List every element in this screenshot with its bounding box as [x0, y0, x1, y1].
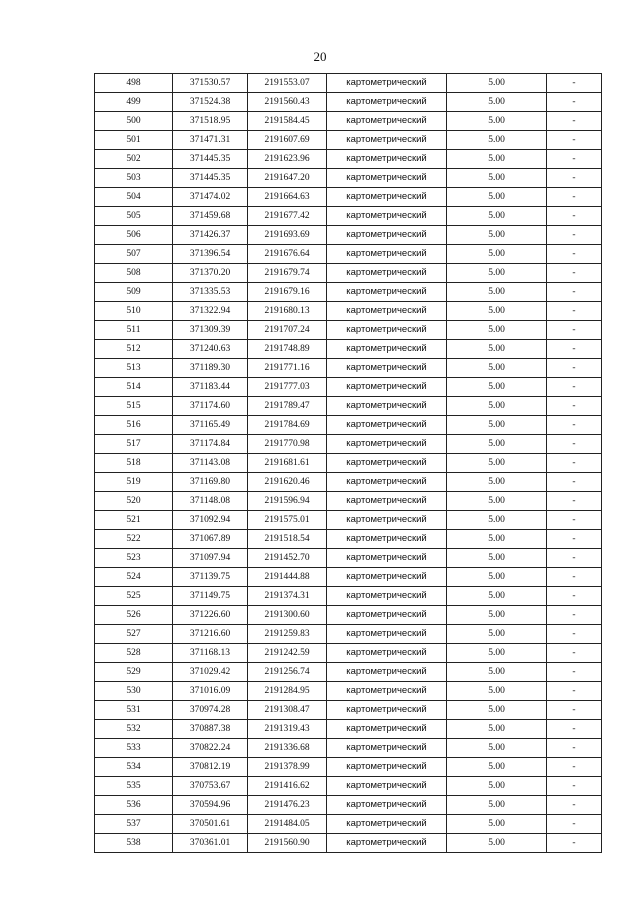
- x-coordinate-cell: 371524.38: [173, 93, 248, 112]
- accuracy-cell: 5.00: [447, 682, 547, 701]
- y-coordinate-cell: 2191777.03: [248, 378, 327, 397]
- table-row: [95, 530, 602, 549]
- table-row: [95, 701, 602, 720]
- point-number-cell: 501: [95, 131, 173, 150]
- accuracy-cell: 5.00: [447, 549, 547, 568]
- y-coordinate-cell: 2191623.96: [248, 150, 327, 169]
- x-coordinate-cell: 371149.75: [173, 587, 248, 606]
- method-cell: картометрический: [327, 435, 447, 454]
- description-cell: -: [547, 473, 602, 492]
- x-coordinate-cell: 370501.61: [173, 815, 248, 834]
- point-number-cell: 518: [95, 454, 173, 473]
- point-number-cell: 525: [95, 587, 173, 606]
- x-coordinate-cell: 371309.39: [173, 321, 248, 340]
- table-row: [95, 758, 602, 777]
- point-number-cell: 538: [95, 834, 173, 853]
- y-coordinate-cell: 2191336.68: [248, 739, 327, 758]
- y-coordinate-cell: 2191707.24: [248, 321, 327, 340]
- method-cell: картометрический: [327, 340, 447, 359]
- description-cell: -: [547, 644, 602, 663]
- y-coordinate-cell: 2191596.94: [248, 492, 327, 511]
- description-cell: -: [547, 188, 602, 207]
- point-number-cell: 528: [95, 644, 173, 663]
- description-cell: -: [547, 397, 602, 416]
- table-row: [95, 245, 602, 264]
- y-coordinate-cell: 2191664.63: [248, 188, 327, 207]
- description-cell: -: [547, 530, 602, 549]
- y-coordinate-cell: 2191680.13: [248, 302, 327, 321]
- table-row: [95, 568, 602, 587]
- accuracy-cell: 5.00: [447, 397, 547, 416]
- point-number-cell: 508: [95, 264, 173, 283]
- x-coordinate-cell: 370822.24: [173, 739, 248, 758]
- method-cell: картометрический: [327, 188, 447, 207]
- table-row: [95, 302, 602, 321]
- x-coordinate-cell: 371183.44: [173, 378, 248, 397]
- page-number: 20: [313, 49, 327, 64]
- table-row: [95, 169, 602, 188]
- y-coordinate-cell: 2191575.01: [248, 511, 327, 530]
- method-cell: картометрический: [327, 834, 447, 853]
- y-coordinate-cell: 2191679.74: [248, 264, 327, 283]
- x-coordinate-cell: 371143.08: [173, 454, 248, 473]
- x-coordinate-cell: 370361.01: [173, 834, 248, 853]
- table-row: [95, 606, 602, 625]
- description-cell: -: [547, 283, 602, 302]
- x-coordinate-cell: 371092.94: [173, 511, 248, 530]
- x-coordinate-cell: 371445.35: [173, 169, 248, 188]
- y-coordinate-cell: 2191308.47: [248, 701, 327, 720]
- x-coordinate-cell: 371169.80: [173, 473, 248, 492]
- accuracy-cell: 5.00: [447, 530, 547, 549]
- accuracy-cell: 5.00: [447, 321, 547, 340]
- y-coordinate-cell: 2191748.89: [248, 340, 327, 359]
- accuracy-cell: 5.00: [447, 302, 547, 321]
- y-coordinate-cell: 2191374.31: [248, 587, 327, 606]
- accuracy-cell: 5.00: [447, 568, 547, 587]
- x-coordinate-cell: 371445.35: [173, 150, 248, 169]
- x-coordinate-cell: 370753.67: [173, 777, 248, 796]
- accuracy-cell: 5.00: [447, 777, 547, 796]
- accuracy-cell: 5.00: [447, 93, 547, 112]
- x-coordinate-cell: 371459.68: [173, 207, 248, 226]
- method-cell: картометрический: [327, 397, 447, 416]
- y-coordinate-cell: 2191584.45: [248, 112, 327, 131]
- method-cell: картометрический: [327, 245, 447, 264]
- x-coordinate-cell: 371148.08: [173, 492, 248, 511]
- point-number-cell: 531: [95, 701, 173, 720]
- description-cell: -: [547, 511, 602, 530]
- method-cell: картометрический: [327, 283, 447, 302]
- table-row: [95, 587, 602, 606]
- description-cell: -: [547, 112, 602, 131]
- point-number-cell: 522: [95, 530, 173, 549]
- y-coordinate-cell: 2191693.69: [248, 226, 327, 245]
- point-number-cell: 537: [95, 815, 173, 834]
- description-cell: -: [547, 131, 602, 150]
- y-coordinate-cell: 2191647.20: [248, 169, 327, 188]
- accuracy-cell: 5.00: [447, 226, 547, 245]
- method-cell: картометрический: [327, 321, 447, 340]
- method-cell: картометрический: [327, 644, 447, 663]
- table-row: [95, 834, 602, 853]
- table-row: [95, 777, 602, 796]
- x-coordinate-cell: 371174.60: [173, 397, 248, 416]
- y-coordinate-cell: 2191416.62: [248, 777, 327, 796]
- description-cell: -: [547, 321, 602, 340]
- method-cell: картометрический: [327, 777, 447, 796]
- table-row: [95, 720, 602, 739]
- y-coordinate-cell: 2191284.95: [248, 682, 327, 701]
- table-row: [95, 644, 602, 663]
- accuracy-cell: 5.00: [447, 492, 547, 511]
- y-coordinate-cell: 2191560.43: [248, 93, 327, 112]
- table-row: [95, 397, 602, 416]
- y-coordinate-cell: 2191676.64: [248, 245, 327, 264]
- table-row: [95, 435, 602, 454]
- method-cell: картометрический: [327, 663, 447, 682]
- point-number-cell: 507: [95, 245, 173, 264]
- y-coordinate-cell: 2191771.16: [248, 359, 327, 378]
- accuracy-cell: 5.00: [447, 264, 547, 283]
- method-cell: картометрический: [327, 378, 447, 397]
- method-cell: картометрический: [327, 511, 447, 530]
- method-cell: картометрический: [327, 454, 447, 473]
- method-cell: картометрический: [327, 625, 447, 644]
- y-coordinate-cell: 2191242.59: [248, 644, 327, 663]
- x-coordinate-cell: 371174.84: [173, 435, 248, 454]
- method-cell: картометрический: [327, 720, 447, 739]
- method-cell: картометрический: [327, 112, 447, 131]
- point-number-cell: 523: [95, 549, 173, 568]
- table-row: [95, 74, 602, 93]
- description-cell: -: [547, 625, 602, 644]
- method-cell: картометрический: [327, 169, 447, 188]
- y-coordinate-cell: 2191484.05: [248, 815, 327, 834]
- description-cell: -: [547, 245, 602, 264]
- table-row: [95, 359, 602, 378]
- coordinates-table-body: [95, 74, 602, 853]
- table-row: [95, 454, 602, 473]
- y-coordinate-cell: 2191319.43: [248, 720, 327, 739]
- accuracy-cell: 5.00: [447, 150, 547, 169]
- method-cell: картометрический: [327, 701, 447, 720]
- point-number-cell: 517: [95, 435, 173, 454]
- x-coordinate-cell: 371097.94: [173, 549, 248, 568]
- method-cell: картометрический: [327, 815, 447, 834]
- x-coordinate-cell: 371471.31: [173, 131, 248, 150]
- method-cell: картометрический: [327, 606, 447, 625]
- accuracy-cell: 5.00: [447, 511, 547, 530]
- method-cell: картометрический: [327, 131, 447, 150]
- table-row: [95, 340, 602, 359]
- method-cell: картометрический: [327, 74, 447, 93]
- description-cell: -: [547, 758, 602, 777]
- y-coordinate-cell: 2191681.61: [248, 454, 327, 473]
- y-coordinate-cell: 2191259.83: [248, 625, 327, 644]
- table-row: [95, 93, 602, 112]
- point-number-cell: 504: [95, 188, 173, 207]
- accuracy-cell: 5.00: [447, 606, 547, 625]
- table-row: [95, 682, 602, 701]
- table-row: [95, 264, 602, 283]
- description-cell: -: [547, 93, 602, 112]
- point-number-cell: 499: [95, 93, 173, 112]
- coordinates-table: [94, 73, 602, 853]
- x-coordinate-cell: 371474.02: [173, 188, 248, 207]
- accuracy-cell: 5.00: [447, 796, 547, 815]
- method-cell: картометрический: [327, 207, 447, 226]
- method-cell: картометрический: [327, 150, 447, 169]
- point-number-cell: 498: [95, 74, 173, 93]
- accuracy-cell: 5.00: [447, 283, 547, 302]
- point-number-cell: 503: [95, 169, 173, 188]
- y-coordinate-cell: 2191560.90: [248, 834, 327, 853]
- point-number-cell: 511: [95, 321, 173, 340]
- table-row: [95, 492, 602, 511]
- x-coordinate-cell: 371139.75: [173, 568, 248, 587]
- method-cell: картометрический: [327, 549, 447, 568]
- description-cell: -: [547, 739, 602, 758]
- accuracy-cell: 5.00: [447, 378, 547, 397]
- description-cell: -: [547, 378, 602, 397]
- method-cell: картометрический: [327, 302, 447, 321]
- point-number-cell: 536: [95, 796, 173, 815]
- accuracy-cell: 5.00: [447, 720, 547, 739]
- description-cell: -: [547, 264, 602, 283]
- accuracy-cell: 5.00: [447, 758, 547, 777]
- table-row: [95, 321, 602, 340]
- accuracy-cell: 5.00: [447, 473, 547, 492]
- table-row: [95, 511, 602, 530]
- y-coordinate-cell: 2191553.07: [248, 74, 327, 93]
- point-number-cell: 520: [95, 492, 173, 511]
- table-row: [95, 815, 602, 834]
- point-number-cell: 505: [95, 207, 173, 226]
- description-cell: -: [547, 169, 602, 188]
- point-number-cell: 506: [95, 226, 173, 245]
- x-coordinate-cell: 371168.13: [173, 644, 248, 663]
- accuracy-cell: 5.00: [447, 188, 547, 207]
- x-coordinate-cell: 371518.95: [173, 112, 248, 131]
- method-cell: картометрический: [327, 264, 447, 283]
- point-number-cell: 527: [95, 625, 173, 644]
- method-cell: картометрический: [327, 682, 447, 701]
- method-cell: картометрический: [327, 93, 447, 112]
- accuracy-cell: 5.00: [447, 644, 547, 663]
- x-coordinate-cell: 371426.37: [173, 226, 248, 245]
- description-cell: -: [547, 207, 602, 226]
- point-number-cell: 515: [95, 397, 173, 416]
- description-cell: -: [547, 682, 602, 701]
- method-cell: картометрический: [327, 492, 447, 511]
- description-cell: -: [547, 302, 602, 321]
- y-coordinate-cell: 2191607.69: [248, 131, 327, 150]
- description-cell: -: [547, 834, 602, 853]
- x-coordinate-cell: 371322.94: [173, 302, 248, 321]
- description-cell: -: [547, 74, 602, 93]
- accuracy-cell: 5.00: [447, 625, 547, 644]
- table-row: [95, 207, 602, 226]
- method-cell: картометрический: [327, 530, 447, 549]
- description-cell: -: [547, 777, 602, 796]
- description-cell: -: [547, 340, 602, 359]
- table-row: [95, 739, 602, 758]
- y-coordinate-cell: 2191476.23: [248, 796, 327, 815]
- table-row: [95, 226, 602, 245]
- table-row: [95, 796, 602, 815]
- description-cell: -: [547, 150, 602, 169]
- y-coordinate-cell: 2191444.88: [248, 568, 327, 587]
- table-row: [95, 549, 602, 568]
- x-coordinate-cell: 370887.38: [173, 720, 248, 739]
- y-coordinate-cell: 2191378.99: [248, 758, 327, 777]
- point-number-cell: 526: [95, 606, 173, 625]
- x-coordinate-cell: 371396.54: [173, 245, 248, 264]
- accuracy-cell: 5.00: [447, 815, 547, 834]
- description-cell: -: [547, 568, 602, 587]
- method-cell: картометрический: [327, 796, 447, 815]
- table-row: [95, 473, 602, 492]
- x-coordinate-cell: 371335.53: [173, 283, 248, 302]
- y-coordinate-cell: 2191679.16: [248, 283, 327, 302]
- accuracy-cell: 5.00: [447, 169, 547, 188]
- point-number-cell: 530: [95, 682, 173, 701]
- point-number-cell: 502: [95, 150, 173, 169]
- x-coordinate-cell: 371226.60: [173, 606, 248, 625]
- y-coordinate-cell: 2191784.69: [248, 416, 327, 435]
- method-cell: картометрический: [327, 587, 447, 606]
- accuracy-cell: 5.00: [447, 112, 547, 131]
- description-cell: -: [547, 492, 602, 511]
- method-cell: картометрический: [327, 568, 447, 587]
- x-coordinate-cell: 371165.49: [173, 416, 248, 435]
- x-coordinate-cell: 371189.30: [173, 359, 248, 378]
- y-coordinate-cell: 2191789.47: [248, 397, 327, 416]
- accuracy-cell: 5.00: [447, 340, 547, 359]
- accuracy-cell: 5.00: [447, 245, 547, 264]
- method-cell: картометрический: [327, 758, 447, 777]
- point-number-cell: 533: [95, 739, 173, 758]
- method-cell: картометрический: [327, 416, 447, 435]
- x-coordinate-cell: 371370.20: [173, 264, 248, 283]
- description-cell: -: [547, 606, 602, 625]
- method-cell: картометрический: [327, 739, 447, 758]
- table-row: [95, 378, 602, 397]
- accuracy-cell: 5.00: [447, 131, 547, 150]
- y-coordinate-cell: 2191518.54: [248, 530, 327, 549]
- point-number-cell: 521: [95, 511, 173, 530]
- point-number-cell: 514: [95, 378, 173, 397]
- accuracy-cell: 5.00: [447, 587, 547, 606]
- y-coordinate-cell: 2191620.46: [248, 473, 327, 492]
- point-number-cell: 510: [95, 302, 173, 321]
- description-cell: -: [547, 720, 602, 739]
- accuracy-cell: 5.00: [447, 834, 547, 853]
- table-row: [95, 283, 602, 302]
- x-coordinate-cell: 371530.57: [173, 74, 248, 93]
- y-coordinate-cell: 2191300.60: [248, 606, 327, 625]
- table-row: [95, 416, 602, 435]
- table-row: [95, 625, 602, 644]
- method-cell: картометрический: [327, 359, 447, 378]
- table-row: [95, 150, 602, 169]
- x-coordinate-cell: 370812.19: [173, 758, 248, 777]
- accuracy-cell: 5.00: [447, 701, 547, 720]
- description-cell: -: [547, 454, 602, 473]
- point-number-cell: 532: [95, 720, 173, 739]
- x-coordinate-cell: 371067.89: [173, 530, 248, 549]
- point-number-cell: 529: [95, 663, 173, 682]
- description-cell: -: [547, 416, 602, 435]
- description-cell: -: [547, 587, 602, 606]
- description-cell: -: [547, 435, 602, 454]
- x-coordinate-cell: 370974.28: [173, 701, 248, 720]
- table-row: [95, 112, 602, 131]
- description-cell: -: [547, 701, 602, 720]
- method-cell: картометрический: [327, 473, 447, 492]
- point-number-cell: 500: [95, 112, 173, 131]
- accuracy-cell: 5.00: [447, 663, 547, 682]
- x-coordinate-cell: 371029.42: [173, 663, 248, 682]
- point-number-cell: 512: [95, 340, 173, 359]
- accuracy-cell: 5.00: [447, 416, 547, 435]
- y-coordinate-cell: 2191677.42: [248, 207, 327, 226]
- point-number-cell: 534: [95, 758, 173, 777]
- point-number-cell: 513: [95, 359, 173, 378]
- accuracy-cell: 5.00: [447, 207, 547, 226]
- description-cell: -: [547, 663, 602, 682]
- accuracy-cell: 5.00: [447, 359, 547, 378]
- point-number-cell: 535: [95, 777, 173, 796]
- point-number-cell: 509: [95, 283, 173, 302]
- point-number-cell: 519: [95, 473, 173, 492]
- accuracy-cell: 5.00: [447, 435, 547, 454]
- description-cell: -: [547, 796, 602, 815]
- table-row: [95, 131, 602, 150]
- method-cell: картометрический: [327, 226, 447, 245]
- x-coordinate-cell: 371240.63: [173, 340, 248, 359]
- accuracy-cell: 5.00: [447, 454, 547, 473]
- description-cell: -: [547, 226, 602, 245]
- accuracy-cell: 5.00: [447, 74, 547, 93]
- accuracy-cell: 5.00: [447, 739, 547, 758]
- table-row: [95, 663, 602, 682]
- y-coordinate-cell: 2191256.74: [248, 663, 327, 682]
- description-cell: -: [547, 359, 602, 378]
- description-cell: -: [547, 549, 602, 568]
- y-coordinate-cell: 2191770.98: [248, 435, 327, 454]
- y-coordinate-cell: 2191452.70: [248, 549, 327, 568]
- x-coordinate-cell: 371016.09: [173, 682, 248, 701]
- description-cell: -: [547, 815, 602, 834]
- point-number-cell: 516: [95, 416, 173, 435]
- x-coordinate-cell: 371216.60: [173, 625, 248, 644]
- x-coordinate-cell: 370594.96: [173, 796, 248, 815]
- point-number-cell: 524: [95, 568, 173, 587]
- table-row: [95, 188, 602, 207]
